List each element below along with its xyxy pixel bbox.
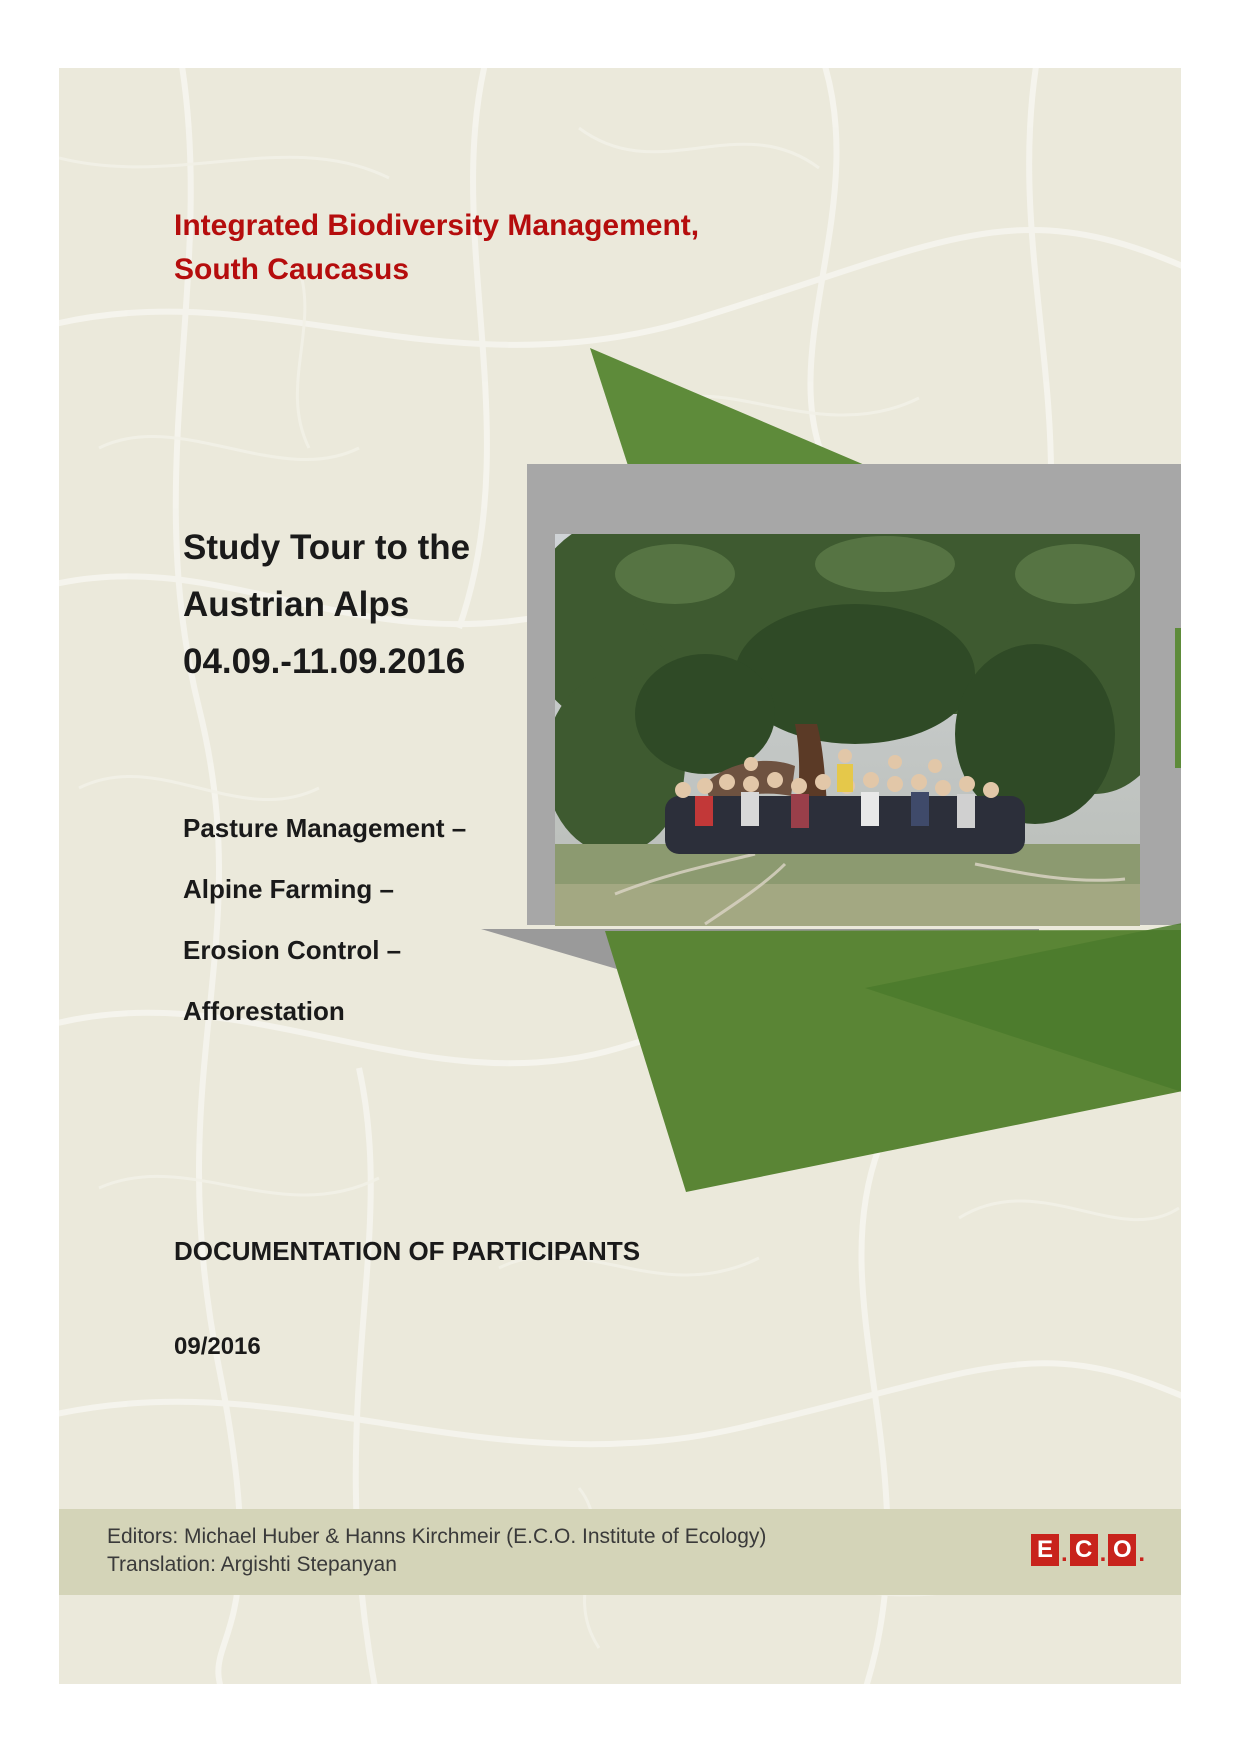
logo-letter-e: E <box>1031 1534 1059 1566</box>
project-title-line1: Integrated Biodiversity Management, <box>174 209 700 242</box>
logo-dot: . <box>1099 1540 1107 1567</box>
footer-credits <box>107 1523 766 1579</box>
eco-logo-icon <box>1031 1534 1145 1566</box>
logo-dot: . <box>1060 1540 1068 1567</box>
logo-letter-c: C <box>1070 1534 1098 1566</box>
tour-title-line1: Study Tour to the <box>183 528 471 567</box>
project-title-line2: South Caucasus <box>174 253 410 286</box>
tour-title-line2: Austrian Alps <box>183 585 410 624</box>
cover-page <box>59 68 1181 1684</box>
topic-item: Pasture Management – <box>183 813 467 843</box>
group-photo-icon <box>555 534 1140 926</box>
translation-line: Translation: Argishti Stepanyan <box>107 1553 397 1576</box>
logo-dot: . <box>1138 1540 1145 1567</box>
topic-item: Alpine Farming – <box>183 874 394 904</box>
tour-title <box>183 519 470 690</box>
documentation-title: DOCUMENTATION OF PARTICIPANTS <box>174 1236 641 1266</box>
topics-list <box>183 798 466 1042</box>
tour-dates: 04.09.-11.09.2016 <box>183 642 466 681</box>
green-edge-strip <box>1175 628 1181 768</box>
logo-letter-o: O <box>1108 1534 1136 1566</box>
footer-band <box>59 1509 1181 1595</box>
topic-item: Erosion Control – <box>183 935 402 965</box>
topic-item: Afforestation <box>183 996 345 1026</box>
documentation-date: 09/2016 <box>174 1333 261 1360</box>
editors-line: Editors: Michael Huber & Hanns Kirchmeir (E.C.O. Institute of Ecology) <box>107 1525 767 1548</box>
